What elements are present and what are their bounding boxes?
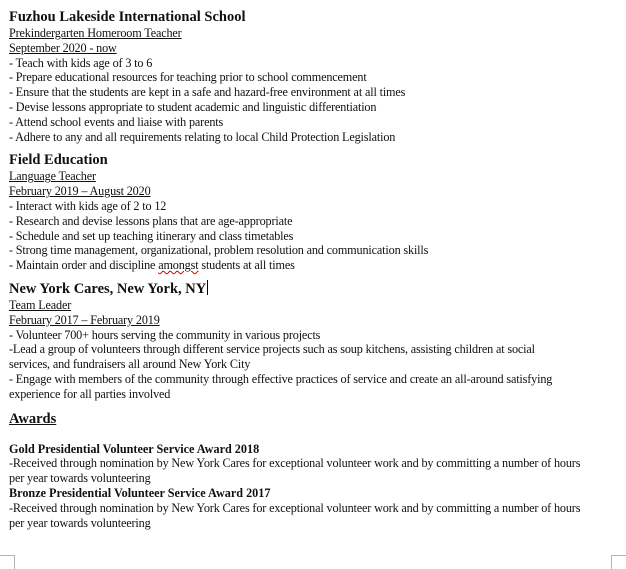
awards-title: Awards bbox=[9, 410, 57, 427]
bullet-item: - Interact with kids age of 2 to 12 bbox=[9, 198, 167, 213]
bullet-item: - Ensure that the students are kept in a safe and hazard-free environment at all times bbox=[9, 85, 406, 100]
date-range: February 2019 – August 2020 bbox=[9, 184, 151, 199]
document-page bbox=[9, 8, 609, 530]
experience-fuzhou bbox=[9, 8, 609, 144]
bullet-item bbox=[9, 258, 609, 273]
role-title: Language Teacher bbox=[9, 169, 96, 184]
org-title: Field Education bbox=[9, 152, 108, 169]
spellcheck-flagged-word[interactable]: amongst bbox=[158, 258, 199, 273]
spacer bbox=[9, 428, 609, 442]
award-description: -Received through nomination by New York Cares for exceptional volunteer work and by committing a number of hours per year towards volunteering bbox=[9, 500, 581, 530]
role-title: Team Leader bbox=[9, 297, 72, 312]
bullet-item: - Teach with kids age of 3 to 6 bbox=[9, 55, 153, 70]
award-name: Bronze Presidential Volunteer Service Award 2017 bbox=[9, 485, 271, 500]
bullet-item: - Devise lessons appropriate to student academic and linguistic differentiation bbox=[9, 99, 377, 114]
award-name: Gold Presidential Volunteer Service Award 2018 bbox=[9, 441, 260, 456]
page-corner-mark bbox=[0, 555, 15, 569]
bullet-item: - Prepare educational resources for teaching prior to school commencement bbox=[9, 70, 367, 85]
bullet-item: - Engage with members of the community through effective practices of service and create an all-around satisfying experience for all parties involved bbox=[9, 371, 553, 401]
bullet-item: - Strong time management, organizational, problem resolution and communication skills bbox=[9, 243, 429, 258]
bullet-item: -Lead a group of volunteers through different service projects such as soup kitchens, assisting children at social services, and fundraisers all around New York City bbox=[9, 342, 535, 372]
date-range: September 2020 - now bbox=[9, 40, 117, 55]
org-title[interactable] bbox=[9, 280, 609, 298]
bullet-item: - Schedule and set up teaching itinerary and class timetables bbox=[9, 228, 294, 243]
bullet-item: - Attend school events and liaise with parents bbox=[9, 114, 224, 129]
text-cursor bbox=[207, 280, 208, 295]
bullet-item: - Adhere to any and all requirements relating to local Child Protection Legislation bbox=[9, 129, 396, 144]
bullet-text: students at all times bbox=[198, 258, 295, 273]
role-title: Prekindergarten Homeroom Teacher bbox=[9, 26, 182, 40]
org-title: Fuzhou Lakeside International School bbox=[9, 9, 246, 25]
experience-nycares bbox=[9, 280, 609, 402]
bullet-item: - Research and devise lessons plans that are age-appropriate bbox=[9, 213, 293, 228]
awards-section bbox=[9, 410, 609, 531]
date-range: February 2017 – February 2019 bbox=[9, 312, 160, 327]
bullet-text: - Maintain order and discipline bbox=[9, 258, 159, 273]
experience-field bbox=[9, 151, 609, 273]
page-corner-mark bbox=[611, 555, 626, 569]
bullet-item: - Volunteer 700+ hours serving the community in various projects bbox=[9, 327, 321, 342]
award-description: -Received through nomination by New York Cares for exceptional volunteer work and by committing a number of hours per year towards volunteering bbox=[9, 456, 581, 486]
org-title-text: New York Cares, New York, NY bbox=[9, 280, 207, 297]
